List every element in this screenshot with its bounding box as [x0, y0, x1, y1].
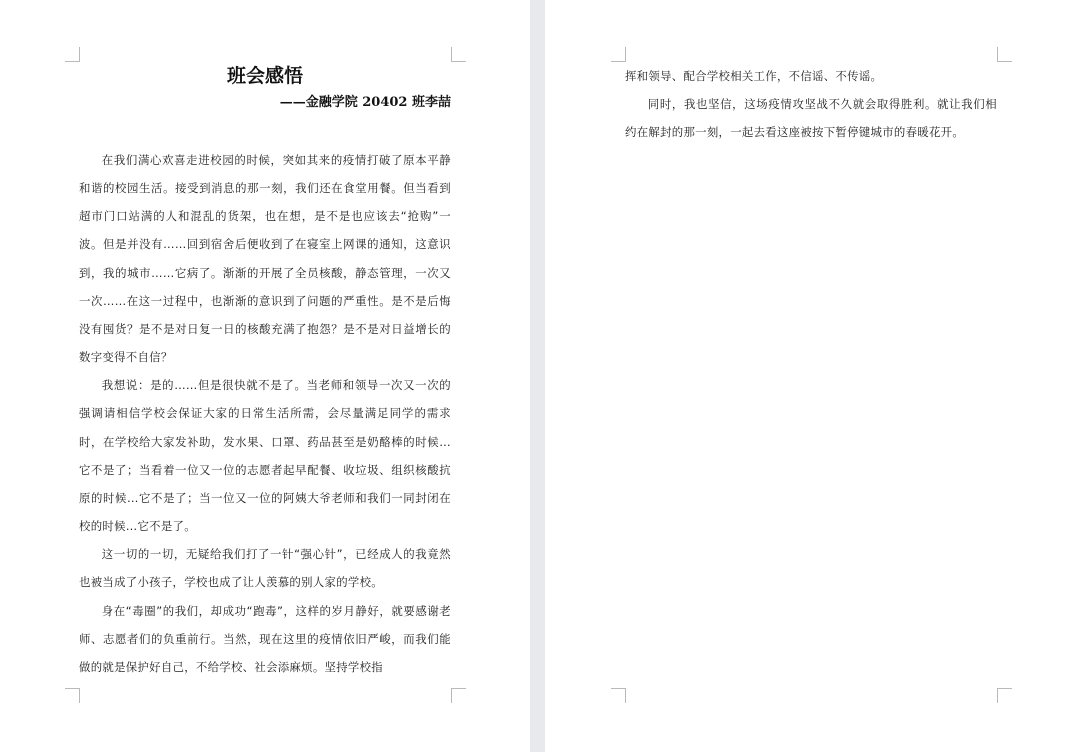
paragraph: 这一切的一切，无疑给我们打了一针“强心针”，已经成人的我竟然也被当成了小孩子，学校也成了让人羡慕的别人家的学校。 [79, 547, 451, 590]
corner-mark-bottom-left [611, 688, 626, 703]
corner-mark-top-right [451, 47, 466, 62]
paragraph: 身在“毒圈”的我们，却成功“跑毒”，这样的岁月静好，就要感谢老师、志愿者们的负重前行。当然，现在这里的疫情依旧严峻，而我们能做的就是保护好自己，不给学校、社会添麻烦。坚持学校指 [79, 603, 451, 674]
document-page-right [545, 0, 1080, 752]
paragraph: 在我们满心欢喜走进校园的时候，突如其来的疫情打破了原本平静和谐的校园生活。接受到消息的那一刻，我们还在食堂用餐。但当看到超市门口站满的人和混乱的货架，也在想，是不是也应该去“抢购”一波。但是并没有……回到宿舍后便收到了在寝室上网课的通知，这意识到，我的城市……它病了。渐渐的开展了全员核酸，静态管理，一次又一次……在这一过程中，也渐渐的意识到了问题的严重性。是不是后悔没有囤货？是不是对日复一日的核酸充满了抱怨？是不是对日益增长的数字变得不自信？ [79, 153, 451, 365]
corner-mark-bottom-left [65, 688, 80, 703]
document-subtitle: ——金融学院 20402 班李喆 [279, 95, 451, 110]
left-page-body [79, 146, 451, 681]
document-page-left [0, 0, 530, 752]
corner-mark-top-left [611, 47, 626, 62]
corner-mark-bottom-right [997, 688, 1012, 703]
document-title: 班会感悟 [226, 65, 303, 87]
corner-mark-bottom-right [451, 688, 466, 703]
paragraph: 同时，我也坚信，这场疫情攻坚战不久就会取得胜利。就让我们相约在解封的那一刻，一起去看这座被按下暂停键城市的春暖花开。 [625, 97, 997, 140]
paragraph: 我想说：是的……但是很快就不是了。当老师和领导一次又一次的强调请相信学校会保证大家的日常生活所需，会尽量满足同学的需求时，在学校给大家发补助，发水果、口罩、药品甚至是奶酪棒的时候…它不是了；当看着一位又一位的志愿者起早配餐、收垃圾、组织核酸抗原的时候…它不是了；当一位又一位的阿姨大爷老师和我们一同封闭在校的时候…它不是了。 [79, 378, 451, 534]
corner-mark-top-right [997, 47, 1012, 62]
corner-mark-top-left [65, 47, 80, 62]
paragraph-continuation: 挥和领导、配合学校相关工作，不信谣、不传谣。 [625, 69, 883, 83]
right-page-body [625, 62, 997, 146]
